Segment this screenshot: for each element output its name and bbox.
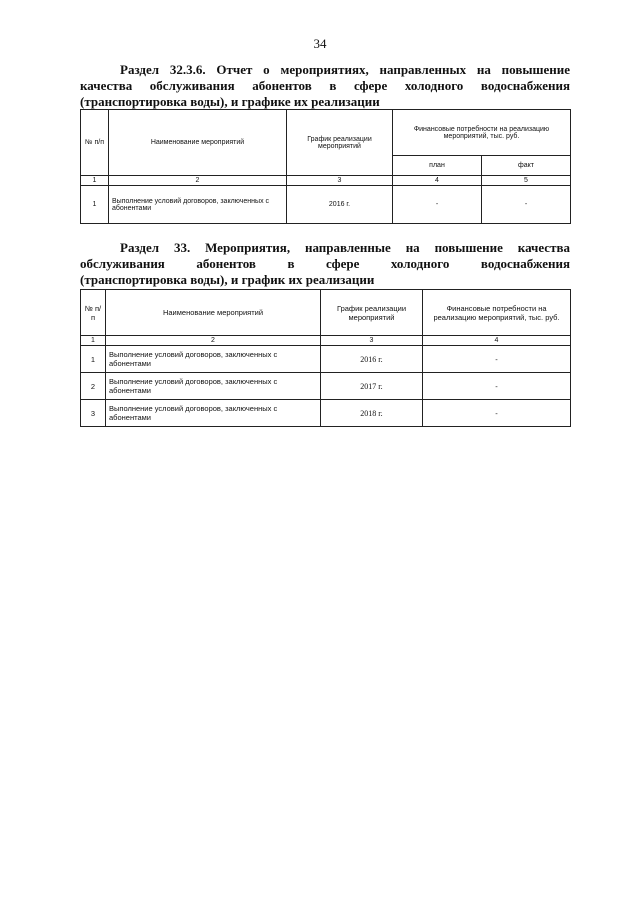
row-number: 2	[81, 373, 106, 400]
measures-table	[80, 289, 571, 427]
column-index: 3	[321, 336, 423, 346]
col-header-schedule: График реализации мероприятий	[321, 290, 423, 336]
table-row	[81, 373, 571, 400]
measure-name: Выполнение условий договоров, заключенных с абонентами	[106, 373, 321, 400]
schedule-year: 2016 г.	[287, 186, 393, 224]
column-index: 1	[81, 336, 106, 346]
col-header-plan: план	[393, 156, 482, 176]
section-heading-33	[80, 240, 570, 288]
heading-line: обслуживания абонентов в сфере холодного водоснабжения	[80, 256, 570, 271]
column-index-row	[81, 176, 571, 186]
row-number: 1	[81, 346, 106, 373]
column-index: 2	[106, 336, 321, 346]
heading-line: Раздел 32.3.6. Отчет о мероприятиях, направленных на повышение	[120, 62, 570, 77]
measure-name: Выполнение условий договоров, заключенных с абонентами	[106, 346, 321, 373]
column-index: 2	[109, 176, 287, 186]
schedule-year: 2017 г.	[321, 373, 423, 400]
fact-value: -	[482, 186, 571, 224]
heading-line: (транспортировка воды), и графике их реализации	[80, 94, 380, 109]
row-number: 1	[81, 186, 109, 224]
report-table	[80, 109, 571, 224]
col-header-number: № п/п	[81, 290, 106, 336]
col-header-finance: Финансовые потребности на реализацию мероприятий, тыс. руб.	[393, 110, 571, 156]
col-header-fact: факт	[482, 156, 571, 176]
column-index: 3	[287, 176, 393, 186]
measure-name: Выполнение условий договоров, заключенных с абонентами	[106, 400, 321, 427]
column-index: 5	[482, 176, 571, 186]
heading-line: Раздел 33. Мероприятия, направленные на повышение качества	[120, 240, 570, 255]
finance-value: -	[423, 346, 571, 373]
plan-value: -	[393, 186, 482, 224]
schedule-year: 2018 г.	[321, 400, 423, 427]
column-index-row	[81, 336, 571, 346]
measure-name: Выполнение условий договоров, заключенных с абонентами	[109, 186, 287, 224]
col-header-schedule: График реализации мероприятий	[287, 110, 393, 176]
schedule-year: 2016 г.	[321, 346, 423, 373]
heading-line: качества обслуживания абонентов в сфере холодного водоснабжения	[80, 78, 570, 93]
row-number: 3	[81, 400, 106, 427]
column-index: 4	[393, 176, 482, 186]
col-header-finance: Финансовые потребности на реализацию мероприятий, тыс. руб.	[423, 290, 571, 336]
heading-line: (транспортировка воды), и график их реализации	[80, 272, 375, 287]
column-index: 4	[423, 336, 571, 346]
column-index: 1	[81, 176, 109, 186]
table-row	[81, 400, 571, 427]
page-number: 34	[313, 36, 327, 51]
col-header-number: № п/п	[81, 110, 109, 176]
col-header-name: Наименование мероприятий	[109, 110, 287, 176]
finance-value: -	[423, 400, 571, 427]
table-row	[81, 186, 571, 224]
section-heading-32-3-6	[80, 62, 570, 110]
table-row	[81, 346, 571, 373]
finance-value: -	[423, 373, 571, 400]
col-header-name: Наименование мероприятий	[106, 290, 321, 336]
